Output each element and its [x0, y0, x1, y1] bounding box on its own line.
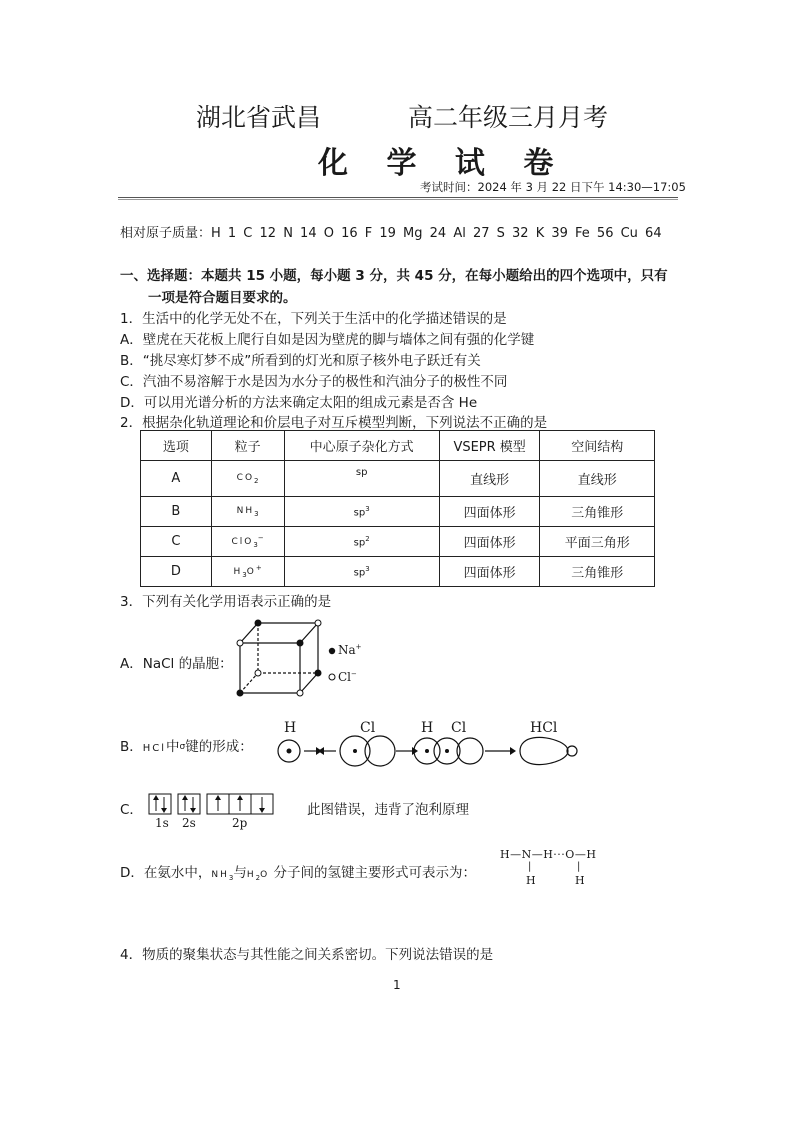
label-cl: Cl	[451, 720, 467, 736]
option-cell: B	[141, 497, 212, 527]
particle-cell: $NH_3$	[211, 497, 284, 527]
vsepr-cell: 四面体形	[439, 497, 540, 527]
option-cell: C	[141, 527, 212, 557]
q1-option-a: A．壁虎在天花板上爬行自如是因为壁虎的脚与墙体之间有强的化学键	[120, 332, 535, 348]
shape-cell: 平面三角形	[540, 527, 655, 557]
orbital-label-2s: 2s	[182, 816, 196, 830]
section-heading-line1: 一、选择题：本题共 15 小题，每小题 3 分，共 45 分，在每小题给出的四个选项中，只有	[120, 268, 668, 284]
shape-cell: 三角锥形	[540, 557, 655, 587]
hybridization-cell: sp	[284, 461, 439, 497]
hybridization-cell: $sp^2$	[284, 527, 439, 557]
vsepr-cell: 四面体形	[439, 557, 540, 587]
q1-option-c: C．汽油不易溶解于水是因为水分子的极性和汽油分子的极性不同	[120, 374, 508, 390]
hybridization-cell: $sp^3$	[284, 497, 439, 527]
q3-option-c-label: C．	[120, 802, 143, 818]
table-row	[141, 497, 655, 527]
relative-atomic-masses: 相对原子质量：H 1 C 12 N 14 O 16 F 19 Mg 24 Al 27 S 32 K 39 Fe 56 Cu 64	[120, 226, 662, 241]
particle-cell: ClO$_3$−	[211, 527, 284, 557]
header-divider	[118, 197, 678, 200]
label-h: H	[284, 720, 297, 736]
label-hcl: HCl	[530, 720, 558, 736]
structure-h-bottom-n: H	[526, 874, 536, 887]
table-header-cell: 中心原子杂化方式	[284, 431, 439, 461]
orbital-label-2p: 2p	[232, 816, 248, 830]
label-cl: Cl	[360, 720, 376, 736]
q3-option-c-comment: 此图错误，违背了泡利原理	[307, 802, 469, 818]
orbital-label-1s: 1s	[155, 816, 169, 830]
hydrogen-bond-structure: H—N—H···O—H	[500, 848, 597, 861]
table-header-cell: 粒子	[211, 431, 284, 461]
table-header-cell: 选项	[141, 431, 212, 461]
exam-time: 考试时间：2024 年 3 月 22 日下午 14:30—17:05	[420, 180, 686, 194]
q3-option-a-label: A．NaCl 的晶胞：	[120, 656, 233, 672]
table-header-cell: VSEPR 模型	[439, 431, 540, 461]
subject-title: 化 学 试 卷	[318, 146, 568, 181]
page-number: 1	[393, 978, 401, 992]
shape-cell: 三角锥形	[540, 497, 655, 527]
vsepr-cell: 直线形	[439, 461, 540, 497]
q3-stem: 3．下列有关化学用语表示正确的是	[120, 594, 332, 610]
table-row	[141, 557, 655, 587]
vsepr-cell: 四面体形	[439, 527, 540, 557]
q2-stem: 2．根据杂化轨道理论和价层电子对互斥模型判断，下列说法不正确的是	[120, 415, 548, 431]
option-cell: A	[141, 461, 212, 497]
q2-table	[140, 430, 655, 587]
nacl-unit-cell-diagram	[230, 615, 370, 705]
table-header-row	[141, 431, 655, 461]
particle-cell: $CO_2$	[211, 461, 284, 497]
header-exam-name: 高二年级三月月考	[408, 103, 609, 132]
legend-na: Na+	[338, 643, 362, 657]
label-h: H	[421, 720, 434, 736]
q1-option-b: B．“挑尽寒灯梦不成”所看到的灯光和原子核外电子跃迁有关	[120, 353, 481, 369]
legend-cl: Cl−	[338, 670, 357, 684]
q4-stem: 4．物质的聚集状态与其性能之间关系密切。下列说法错误的是	[120, 947, 494, 963]
section-heading-line2: 一项是符合题目要求的。	[148, 290, 297, 306]
structure-bond-vertical: |	[528, 861, 532, 872]
q3-option-d-label: D．在氨水中，$NH_3$与$H_2O$ 分子间的氢键主要形式可表示为：	[120, 865, 477, 882]
table-header-cell: 空间结构	[540, 431, 655, 461]
table-row	[141, 461, 655, 497]
q1-option-d: D．可以用光谱分析的方法来确定太阳的组成元素是否含 He	[120, 395, 478, 411]
orbital-diagram	[148, 793, 278, 817]
header-region: 湖北省武昌	[196, 103, 322, 132]
particle-cell: $H_3O^+$	[211, 557, 284, 587]
option-cell: D	[141, 557, 212, 587]
structure-bond-vertical: |	[577, 861, 581, 872]
structure-h-bottom-o: H	[575, 874, 585, 887]
hybridization-cell: $sp^3$	[284, 557, 439, 587]
q3-option-b-label: B．HCl中σ键的形成：	[120, 739, 253, 755]
table-row	[141, 527, 655, 557]
q1-stem: 1．生活中的化学无处不在，下列关于生活中的化学描述错误的是	[120, 311, 507, 327]
shape-cell: 直线形	[540, 461, 655, 497]
